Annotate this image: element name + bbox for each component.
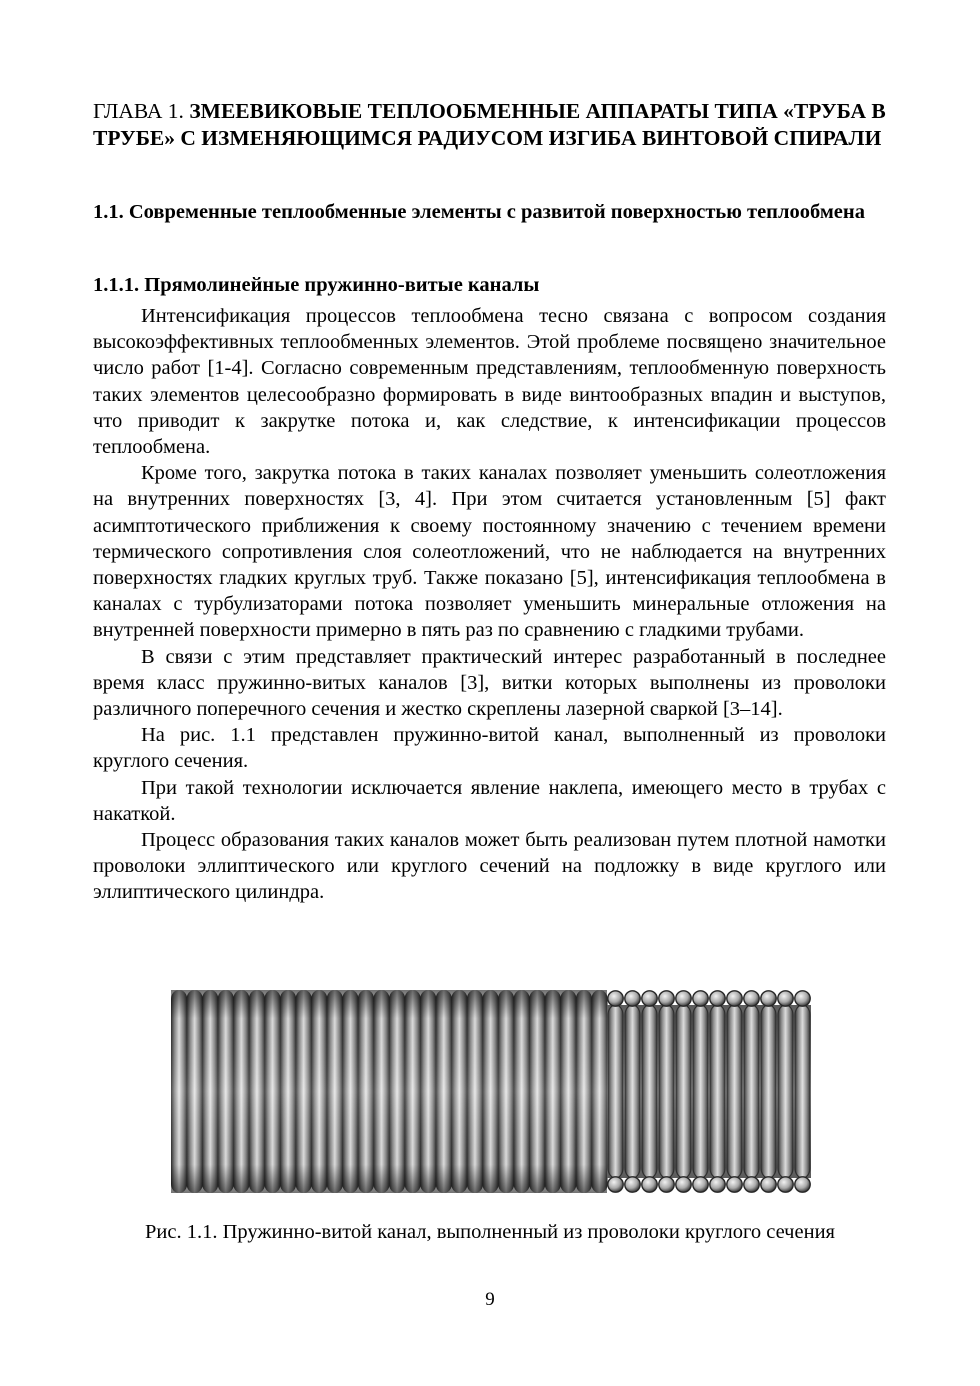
paragraph: Кроме того, закрутка потока в таких каналах позволяет уменьшить солеотложения на внутренних поверхностях [3, 4]. При этом считается установленным [5] факт асимптотического приближения к своему постоянному значению с течением времени термического сопротивления слоя солеотложений, что не наблюдается на внутренних поверхностях гладких круглых труб. Также показано [5], интенсификация теплообмена в каналах с турбулизаторами потока позволяет уменьшить минеральные отложения на внутренней поверхности примерно в пять раз по сравнению с гладкими трубами.	[93, 462, 886, 642]
coil-inner-turn	[608, 1005, 623, 1178]
coil-inner-turn	[676, 1005, 691, 1178]
wire-cross-section	[608, 991, 623, 1006]
body-text	[93, 303, 886, 906]
wire-cross-section	[693, 991, 708, 1006]
coil-inner-turn	[659, 1005, 674, 1178]
wire-cross-section	[727, 991, 742, 1006]
wire-cross-section	[608, 1177, 623, 1192]
coil-inner-turn	[761, 1005, 776, 1178]
wire-cross-section	[795, 991, 810, 1006]
chapter-prefix: ГЛАВА 1.	[93, 99, 190, 123]
coil-inner-turn	[693, 1005, 708, 1178]
wire-cross-section	[744, 1177, 759, 1192]
wire-cross-section	[778, 991, 793, 1006]
coil-inner-turn	[710, 1005, 725, 1178]
coil-shading	[171, 990, 607, 1193]
paragraph: При такой технологии исключается явление наклепа, имеющего место в трубах с накаткой.	[93, 776, 886, 825]
paragraph: В связи с этим представляет практический интерес разработанный в последнее время класс пружинно-витых каналов [3], витки которых выполнены из проволоки различного поперечного сечения и жестко скреплены лазерной сваркой [3–14].	[93, 645, 886, 721]
coil-inner-turn	[744, 1005, 759, 1178]
wire-cross-section	[625, 1177, 640, 1192]
wire-cross-section	[744, 991, 759, 1006]
spring-channel-figure	[171, 990, 811, 1193]
wire-cross-section	[778, 1177, 793, 1192]
chapter-title: ЗМЕЕВИКОВЫЕ ТЕПЛООБМЕННЫЕ АППАРАТЫ ТИПА «ТРУБА В ТРУБЕ» С ИЗМЕНЯЮЩИМСЯ РАДИУСОМ ИЗГИБА ВИНТОВОЙ СПИРАЛИ	[93, 99, 886, 150]
wire-cross-section	[710, 991, 725, 1006]
wire-cross-section	[625, 991, 640, 1006]
subsection-heading: 1.1.1. Прямолинейные пружинно-витые каналы	[93, 274, 540, 296]
wire-cross-section	[761, 991, 776, 1006]
coil-cutaway-section	[607, 991, 811, 1192]
wire-cross-section	[795, 1177, 810, 1192]
chapter-heading	[93, 98, 893, 152]
paragraph: Интенсификация процессов теплообмена тесно связана с вопросом создания высокоэффективных теплообменных элементов. Этой проблеме посвящено значительное число работ [1-4]. Согласно современным представлениям, теплообменную поверхность таких элементов целесообразно формировать в виде винтообразных впадин и выступов, что приводит к закрутке потока и, как следствие, к интенсификации процессов теплообмена.	[93, 305, 886, 459]
wire-cross-section	[676, 991, 691, 1006]
wire-cross-section	[710, 1177, 725, 1192]
wire-cross-section	[642, 991, 657, 1006]
paragraph: На рис. 1.1 представлен пружинно-витой канал, выполненный из проволоки круглого сечения.	[93, 724, 886, 773]
figure-caption: Рис. 1.1. Пружинно-витой канал, выполненный из проволоки круглого сечения	[145, 1221, 835, 1243]
spring-coil-image	[171, 990, 811, 1193]
coil-inner-turn	[642, 1005, 657, 1178]
coil-inner-turn	[795, 1005, 810, 1178]
coil-inner-turn	[625, 1005, 640, 1178]
wire-cross-section	[676, 1177, 691, 1192]
coil-inner-turn	[778, 1005, 793, 1178]
wire-cross-section	[761, 1177, 776, 1192]
section-heading: 1.1. Современные теплообменные элементы с развитой поверхностью теплообмена	[93, 201, 865, 223]
coil-left-section	[171, 990, 608, 1193]
wire-cross-section	[693, 1177, 708, 1192]
page-number: 9	[485, 1289, 495, 1310]
paragraph: Процесс образования таких каналов может быть реализован путем плотной намотки проволоки эллиптического или круглого сечений на подложку в виде круглого или эллиптического цилиндра.	[93, 829, 886, 904]
wire-cross-section	[659, 1177, 674, 1192]
wire-cross-section	[642, 1177, 657, 1192]
wire-cross-section	[727, 1177, 742, 1192]
coil-inner-turn	[727, 1005, 742, 1178]
wire-cross-section	[659, 991, 674, 1006]
